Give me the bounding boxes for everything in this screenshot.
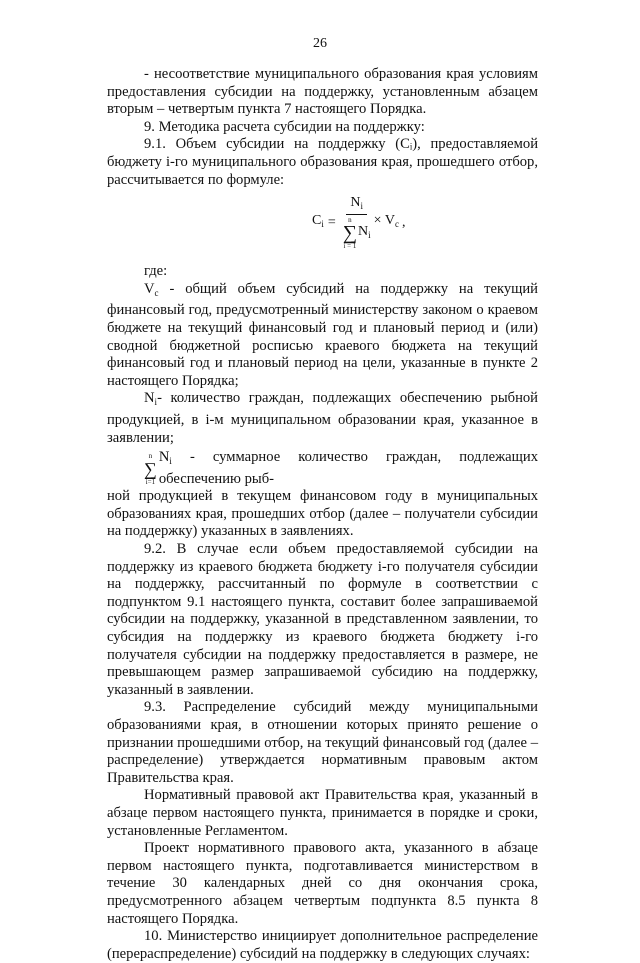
formula-fraction bbox=[343, 195, 371, 250]
definition-sum: n ∑ i=1 $N_i$ - суммарное количество граждан, подлежащих обеспечению рыб- bbox=[144, 449, 538, 487]
definition-ni: $N_i-$ количество граждан, подлежащих обеспечению рыбной продукцией, в i-м муниципальном образовании края, указанное в заявлении; bbox=[107, 390, 538, 446]
paragraph-9: 9. Методика расчета субсидии на поддержку: bbox=[144, 118, 425, 135]
paragraph-normative-act: Нормативный правовой акт Правительства края, указанный в абзаце первом настоящего пункта, принимается в порядке и сроки, установленные Регламентом. bbox=[107, 787, 538, 839]
paragraph-9-3: 9.3. Распределение субсидий между муниципальными образованиями края, в отношении которых принято решение о признании прошедшими отбор, на текущий финансовый год (далее – распределение) утверждается нормативным правовым актом Правительства края. bbox=[107, 699, 538, 786]
sigma-symbol: n ∑ i = 1 bbox=[342, 216, 358, 251]
formula-times: × $V_c$ bbox=[373, 212, 399, 229]
formula-numerator: $N_i$ bbox=[346, 195, 367, 215]
definition-sum-continued: ной продукцией в текущем финансовом году в муниципальных образованиях края, прошедших отбор (далее – получатели субсидии на поддержку) указанных в заявлениях. bbox=[107, 488, 538, 540]
sigma-symbol-inline: n ∑ i=1 bbox=[144, 451, 157, 486]
paragraph-9-2: 9.2. В случае если объем предоставляемой субсидии на поддержку из краевого бюджета бюджету i-го получателя субсидии на поддержку, рассчитанный по формуле в соответствии с подпунктом 9.1 настоящего пункта, составит более запрашиваемой субсидии на поддержку, указанной в представленном заявлении, то субсидия на поддержку из краевого бюджета бюджету i-го получателя субсидии на поддержку предоставляется в размере, не превышающем размер запрашиваемой субсидию на поддержку, указанный в заявлении. bbox=[107, 541, 538, 698]
formula-end: , bbox=[401, 214, 406, 230]
formula-denominator: n ∑ i = 1 $N_i$ bbox=[342, 216, 371, 251]
document-body bbox=[107, 66, 538, 963]
formula-equals: = bbox=[327, 214, 336, 230]
where-label: где: bbox=[144, 263, 168, 280]
formula-lhs: $C_i$ bbox=[312, 212, 324, 229]
paragraph-intro: - несоответствие муниципального образования края условиям предоставления субсидии на поддержку, установленным абзацем вторым – четвертым пункта 7 настоящего Порядка. bbox=[107, 66, 538, 118]
paragraph-draft-act: Проект нормативного правового акта, указанного в абзаце первом настоящего пункта, подготавливается министерством в течение 30 календарных дней со дня окончания срока, предусмотренного абзацем четвертым подпункта 8.5 пункта 8 настоящего Порядка. bbox=[107, 840, 538, 927]
page-number: 26 bbox=[313, 36, 327, 51]
subsidy-formula bbox=[107, 191, 538, 259]
definition-vc: $V_c$ - общий объем субсидий на поддержку на текущий финансовый год, предусмотренный министерству законом о краевом бюджете на текущий финансовый год и плановый период и (или) сводной бюджетной росписью краевого бюджета на текущий финансовый год и плановый период на цели, указанные в пункте 2 настоящего Порядка; bbox=[107, 280, 538, 389]
paragraph-9-1: 9.1. Объем субсидии на поддержку (Cᵢ), предоставляемой бюджету i-го муниципального образования края, прошедшего отбор, рассчитывается по формуле: bbox=[107, 136, 538, 188]
paragraph-10: 10. Министерство инициирует дополнительное распределение (перераспределение) субсидий на поддержку в следующих случаях: bbox=[107, 928, 538, 962]
